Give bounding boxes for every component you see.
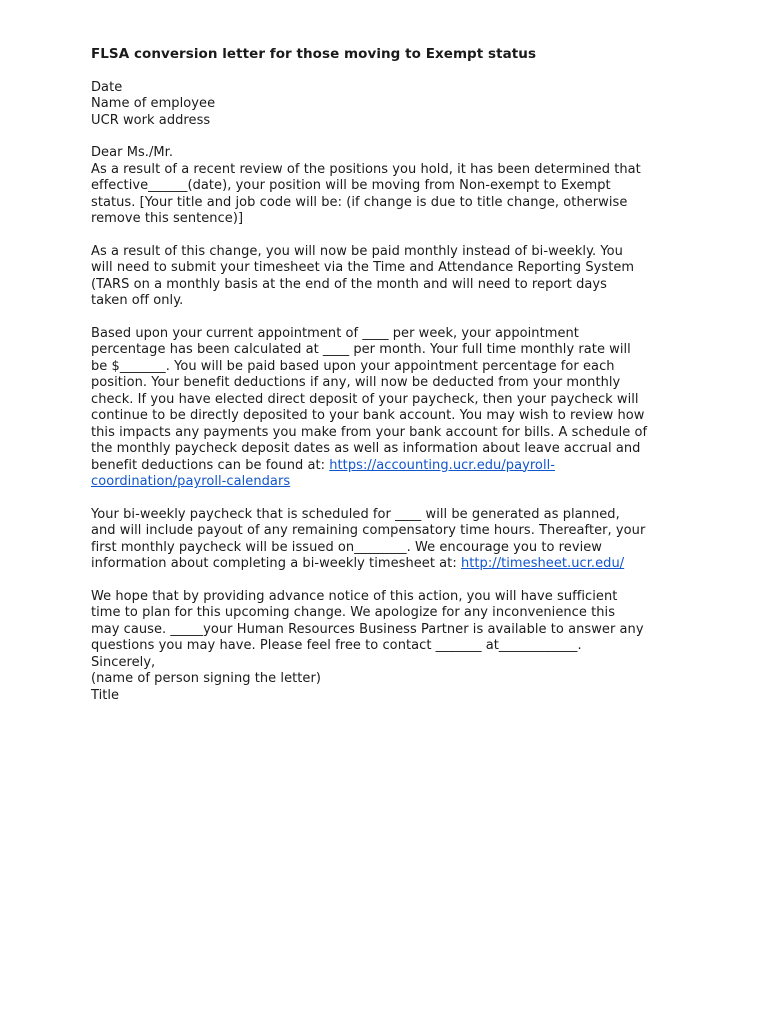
header-block	[91, 80, 691, 130]
paragraph-5	[91, 589, 691, 655]
paragraph-3-line: continue to be directly deposited to your bank account. You may wish to review how	[91, 408, 645, 423]
paragraph-1-line: effective______(date), your position will be moving from Non-exempt to Exempt	[91, 178, 611, 193]
paragraph-1	[91, 162, 691, 228]
signer-title: Title	[91, 687, 120, 703]
employee-name-line: Name of employee	[91, 96, 216, 111]
paragraph-5-line: time to plan for this upcoming change. We apologize for any inconvenience this	[91, 605, 616, 620]
paragraph-3-line: the monthly paycheck deposit dates as well as information about leave accrual and	[91, 441, 641, 456]
paragraph-3-line: Based upon your current appointment of ____ per week, your appointment	[91, 325, 579, 341]
date-line: Date	[91, 79, 123, 95]
paragraph-2-line: will need to submit your timesheet via the Time and Attendance Reporting System	[91, 260, 635, 275]
paragraph-1-line: status. [Your title and job code will be: (if change is due to title change, otherwise	[91, 194, 628, 210]
salutation: Dear Ms./Mr.	[91, 145, 174, 160]
paragraph-2-line: taken off only.	[91, 293, 184, 308]
paragraph-4-link-line	[91, 556, 691, 573]
payroll-calendars-link-continued[interactable]: coordination/payroll-calendars	[91, 474, 291, 489]
paragraph-2	[91, 244, 691, 310]
timesheet-link[interactable]: http://timesheet.ucr.edu/	[460, 556, 625, 571]
link-prefix-text: benefit deductions can be found at:	[91, 457, 330, 473]
paragraph-2-line: (TARS on a monthly basis at the end of the month and will need to report days	[91, 276, 607, 292]
link-prefix-text: information about completing a bi-weekly timesheet at:	[91, 556, 461, 571]
paragraph-5-line: We hope that by providing advance notice of this action, you will have sufficient	[91, 588, 618, 604]
paragraph-2-line: As a result of this change, you will now be paid monthly instead of bi-weekly. You	[91, 243, 623, 259]
paragraph-3-line: percentage has been calculated at ____ per month. Your full time monthly rate will	[91, 342, 631, 357]
paragraph-4	[91, 507, 691, 573]
paragraph-3-line: position. Your benefit deductions if any, will now be deducted from your monthly	[91, 375, 621, 390]
paragraph-3-link-line	[91, 458, 691, 475]
paragraph-3-link-line-2	[91, 474, 691, 491]
closing: Sincerely,	[91, 654, 156, 670]
paragraph-3-line: this impacts any payments you make from your bank account for bills. A schedule of	[91, 424, 648, 440]
letter-page	[91, 46, 691, 704]
paragraph-1-line: As a result of a recent review of the positions you hold, it has been determined that	[91, 161, 641, 177]
paragraph-4-line: Your bi-weekly paycheck that is scheduled for ____ will be generated as planned,	[91, 506, 620, 522]
paragraph-3	[91, 326, 691, 491]
paragraph-5-line: may cause. _____your Human Resources Business Partner is available to answer any	[91, 621, 644, 637]
signer-name: (name of person signing the letter)	[91, 671, 321, 686]
paragraph-4-line: first monthly paycheck will be issued on________. We encourage you to review	[91, 539, 602, 555]
paragraph-3-line: be $_______. You will be paid based upon your appointment percentage for each	[91, 358, 615, 374]
work-address-line: UCR work address	[91, 112, 211, 128]
letter-title: FLSA conversion letter for those moving to Exempt status	[91, 46, 537, 62]
paragraph-3-line: check. If you have elected direct deposit of your paycheck, then your paycheck will	[91, 391, 639, 407]
paragraph-5-line: questions you may have. Please feel free to contact _______ at____________.	[91, 638, 582, 653]
paragraph-4-line: and will include payout of any remaining compensatory time hours. Thereafter, your	[91, 523, 646, 538]
paragraph-1-line: remove this sentence)]	[91, 211, 244, 226]
payroll-calendars-link[interactable]: https://accounting.ucr.edu/payroll-	[329, 457, 556, 473]
